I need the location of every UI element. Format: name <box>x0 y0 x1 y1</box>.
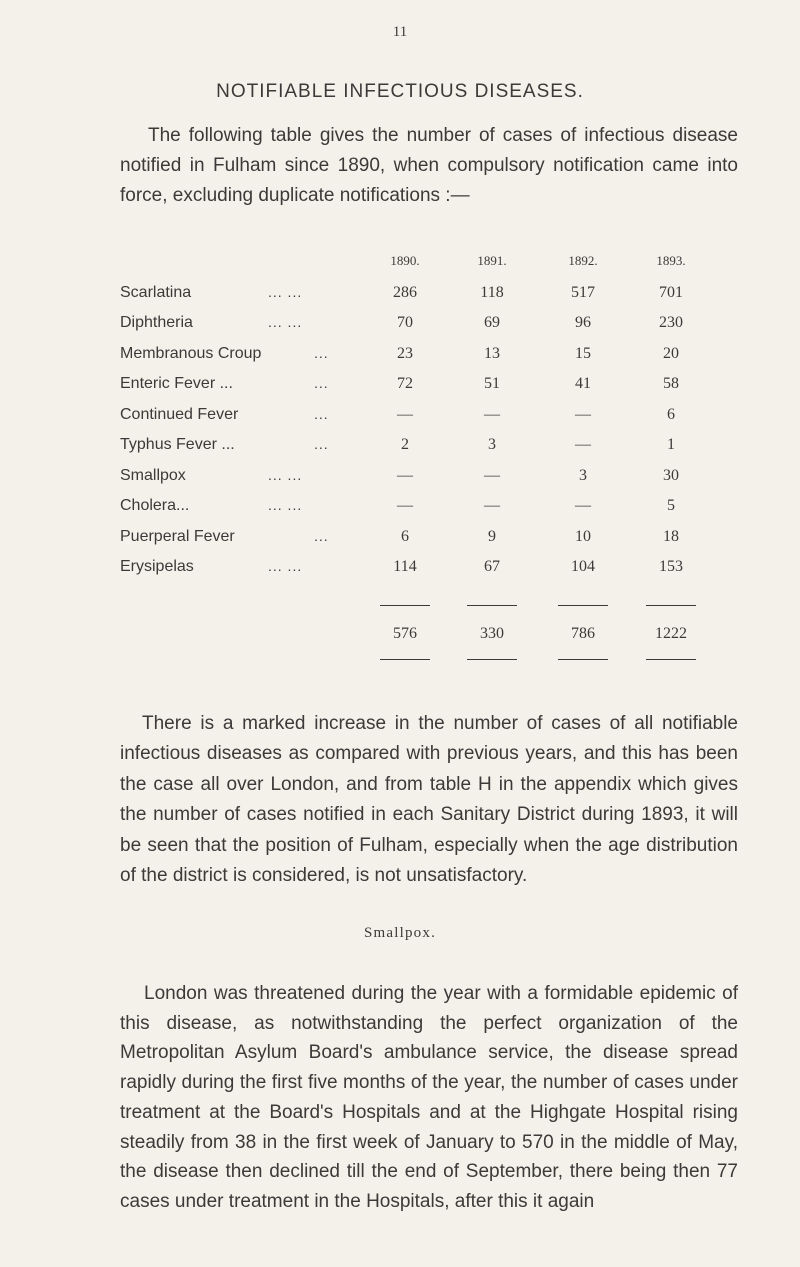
table-row <box>120 314 740 345</box>
cell-value: 15 <box>575 344 591 362</box>
cell-value: 286 <box>393 283 417 301</box>
paragraph-smallpox: London was threatened during the year with a formidable epidemic of this disease, as notwithstanding the perfect organization of the Metropolitan Asylum Board's ambulance service, the disease spread rapidly during the first five months of the year, the number of cases under treatment at the Board's Hospitals and at the Highgate Hospital rising steadily from 38 in the first week of January to 570 in the middle of May, the disease then declined till the end of September, there being then 77 cases under treatment in the Hospitals, after this it again <box>120 983 738 1212</box>
cell-value: 6 <box>401 527 409 545</box>
row-label: Cholera... <box>120 497 190 514</box>
cell-value: — <box>397 497 413 514</box>
bottom-rules <box>120 655 740 675</box>
cell-value: 20 <box>663 344 679 362</box>
cell-value: — <box>575 405 591 423</box>
table-row <box>120 375 740 406</box>
leader-dots: ... ... <box>268 283 303 300</box>
cell-value: — <box>397 405 413 423</box>
cell-value: 114 <box>393 558 417 575</box>
leader-dots: ... <box>314 405 329 422</box>
column-header: 1892. <box>568 253 598 268</box>
cell-value: 51 <box>484 375 500 392</box>
cell-value: — <box>575 497 591 514</box>
table-row <box>120 497 740 528</box>
cell-value: — <box>575 436 591 453</box>
leader-dots: ... <box>314 527 329 544</box>
table-body <box>120 284 740 589</box>
row-label: Puerperal Fever <box>120 527 235 545</box>
total-value: 786 <box>571 624 595 642</box>
divider <box>467 605 517 606</box>
cell-value: 10 <box>575 527 591 545</box>
column-header: 1890. <box>390 253 420 268</box>
cell-value: — <box>397 466 413 484</box>
page-title: NOTIFIABLE INFECTIOUS DISEASES. <box>216 81 584 102</box>
cases-table <box>120 253 740 675</box>
cell-value: 67 <box>484 558 500 575</box>
cell-value: 153 <box>659 558 683 575</box>
row-label: Enteric Fever ... <box>120 375 233 392</box>
cell-value: — <box>484 466 500 484</box>
cell-value: 118 <box>480 283 504 301</box>
totals-row <box>120 625 740 656</box>
paragraph-increase: There is a marked increase in the number of cases of all notifiable infectious diseases as compared with previous years, and this has been the case all over London, and from table H in the appendix which gives the number of cases notified in each Sanitary District during 1893, it will be seen that the position of Fulham, especially when the age distribution of the district is considered, is not unsatisfactory. <box>120 713 738 887</box>
leader-dots: ... ... <box>268 314 303 330</box>
table-row <box>120 345 740 376</box>
divider <box>380 659 430 660</box>
cell-value: 6 <box>667 405 675 423</box>
table-row <box>120 284 740 315</box>
column-header: 1893. <box>656 253 686 268</box>
cell-value: 3 <box>579 466 587 484</box>
leader-dots: ... ... <box>268 466 303 483</box>
total-value: 576 <box>393 624 417 642</box>
cell-value: 96 <box>575 314 591 331</box>
section-title-smallpox: Smallpox. <box>363 925 437 941</box>
table-header-row <box>120 253 740 284</box>
cell-value: 3 <box>488 436 496 453</box>
cell-value: 9 <box>488 527 496 545</box>
cell-value: 41 <box>575 375 591 392</box>
intro-paragraph: The following table gives the number of cases of infectious disease notified in Fulham since 1890, when compulsory notification came into force, excluding duplicate notifications :— <box>120 125 738 206</box>
cell-value: 2 <box>401 436 409 453</box>
divider <box>646 659 696 660</box>
cell-value: 230 <box>659 314 683 331</box>
cell-value: 69 <box>484 314 500 331</box>
cell-value: 104 <box>571 558 595 575</box>
cell-value: 72 <box>397 375 413 392</box>
cell-value: 58 <box>663 375 679 392</box>
leader-dots: ... ... <box>268 558 303 574</box>
leader-dots: ... ... <box>268 497 303 513</box>
leader-dots: ... <box>314 375 329 391</box>
cell-value: 13 <box>484 344 500 362</box>
cell-value: 701 <box>659 283 683 301</box>
cell-value: 517 <box>571 283 595 301</box>
table-row <box>120 436 740 467</box>
table-row <box>120 406 740 437</box>
leader-dots: ... <box>314 436 329 452</box>
cell-value: 23 <box>397 344 413 362</box>
row-label: Continued Fever <box>120 405 239 423</box>
divider <box>467 659 517 660</box>
row-label: Smallpox <box>120 466 186 484</box>
cell-value: 18 <box>663 527 679 545</box>
row-label: Diphtheria <box>120 314 193 331</box>
cell-value: — <box>484 405 500 423</box>
row-label: Typhus Fever ... <box>120 436 235 453</box>
divider <box>646 605 696 606</box>
cell-value: 30 <box>663 466 679 484</box>
row-label: Membranous Croup <box>120 344 262 362</box>
row-label: Scarlatina <box>120 283 192 301</box>
cell-value: 1 <box>667 436 675 453</box>
table-row <box>120 467 740 498</box>
cell-value: — <box>484 497 500 514</box>
table-row <box>120 528 740 559</box>
row-label: Erysipelas <box>120 558 194 575</box>
column-header: 1891. <box>477 253 507 268</box>
total-rules <box>120 589 740 625</box>
leader-dots: ... <box>314 344 329 361</box>
page-number: 11 <box>392 24 408 40</box>
total-value: 1222 <box>655 624 687 642</box>
cell-value: 5 <box>667 497 675 514</box>
divider <box>558 605 608 606</box>
divider <box>380 605 430 606</box>
divider <box>558 659 608 660</box>
table-row <box>120 558 740 589</box>
cell-value: 70 <box>397 314 413 331</box>
total-value: 330 <box>480 624 504 642</box>
